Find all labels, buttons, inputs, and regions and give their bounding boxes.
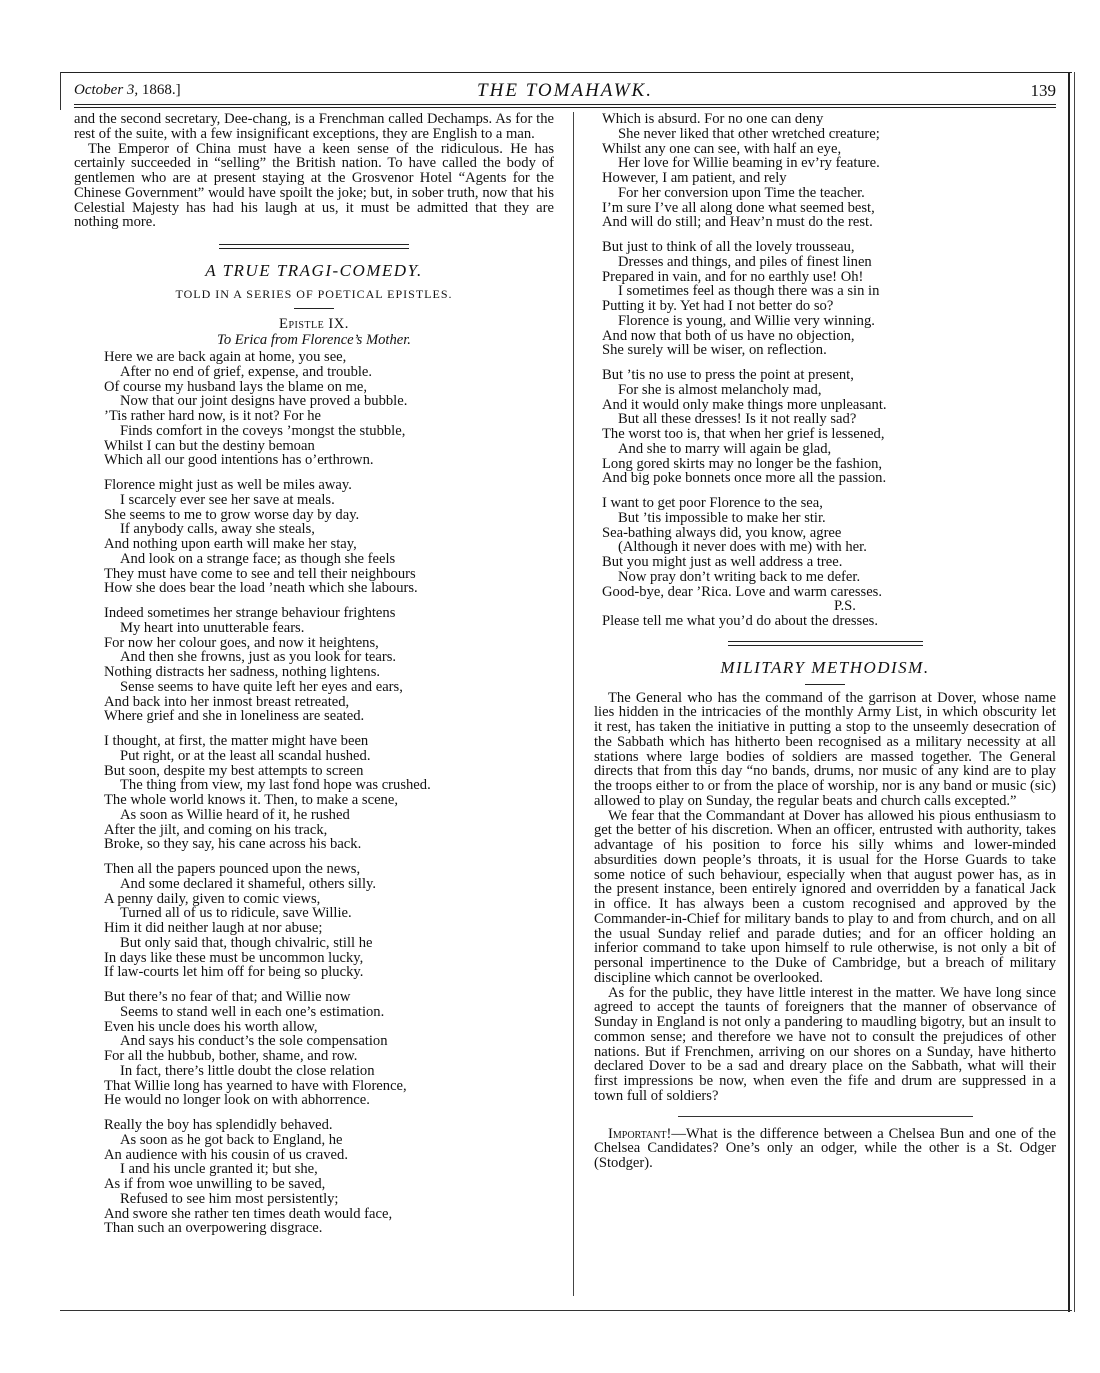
section-rule	[219, 244, 409, 252]
verse-line: But ’tis impossible to make her stir.	[618, 509, 826, 526]
verse-line: The whole world knows it. Then, to make a scene,	[104, 792, 398, 808]
masthead-rule	[74, 104, 1056, 105]
issue-date-month: October	[74, 82, 124, 98]
stanza	[74, 1118, 554, 1236]
verse-line: If law-courts let him off for being so plucky.	[104, 964, 364, 981]
verse-line: And nothing upon earth will make her stay,	[104, 536, 357, 552]
issue-date-day: 3,	[123, 82, 142, 98]
verse-line: But ’tis no use to press the point at present,	[602, 367, 854, 383]
stanza	[594, 368, 1056, 486]
verse-line: And some declared it shameful, others silly.	[120, 875, 377, 892]
stanza	[594, 496, 1056, 599]
verse-line: And swore she rather ten times death would face,	[104, 1205, 393, 1222]
military-article-body	[594, 691, 1056, 1104]
stanza	[74, 990, 554, 1108]
paragraph: The General who has the command of the garrison at Dover, whose name lies hidden in the intricacies of the monthly Army List, in which obscurity let it rest, has taken the initiative in putting a stop to the unseemly desecration of the Sabbath which has hitherto been recognised as a military necessity at all stations where large bodies of soldiers are massed together. The General directs that from this day “no bands, drums, nor music of any kind are to play the troops either to or from the place of worship, nor is any band or music (sic) allowed to play on Sunday, the regular beats and church calls excepted.”	[594, 689, 1056, 809]
verse-line: He would no longer look on with abhorrence.	[104, 1092, 370, 1109]
masthead	[74, 80, 1056, 104]
epistle-dedication: To Erica from Florence’s Mother.	[217, 332, 411, 349]
section-rule	[728, 641, 923, 649]
verse-line: Refused to see him most persistently;	[120, 1190, 339, 1207]
verse-line: For her conversion upon Time the teacher.	[618, 184, 865, 201]
verse-line: For all the hubbub, bother, shame, and row.	[104, 1048, 358, 1064]
paragraph: The Emperor of China must have a keen sense of the ridiculous. He has certainly succeeded in “selling” the British nation. To have called the body of gentlemen who are at present staying at the Grosvenor Hotel “Agents for the Chinese Government” would have spoilt the joke; but, in sober truth, now that his Celestial Majesty has had his laugh at us, it must be admitted that they are nothing more.	[74, 140, 554, 231]
verse-line: Putting it by. Yet had I not better do so?	[602, 298, 834, 314]
verse-line: She never liked that other wretched creature;	[618, 125, 880, 142]
page-frame-top	[60, 72, 1072, 73]
poem-subtitle: TOLD IN A SERIES OF POETICAL EPISTLES.	[175, 286, 453, 301]
verse-line: I thought, at first, the matter might have been	[104, 733, 369, 749]
verse-line: Long gored skirts may no longer be the fashion,	[602, 455, 883, 472]
verse-line: Even his uncle does his worth allow,	[104, 1018, 318, 1035]
poem-stanzas-continued	[594, 112, 1056, 599]
stanza	[74, 734, 554, 852]
verse-line: They must have come to see and tell their neighbours	[104, 565, 416, 582]
page-frame-left	[60, 72, 61, 110]
verse-line: And will do still; and Heav’n must do the rest.	[602, 214, 873, 231]
verse-line: And she to marry will again be glad,	[618, 440, 832, 457]
paragraph: As for the public, they have little interest in the matter. We have long since agreed to accept the taunts of foreigners that the manner of observance of Sunday in England is not only a pandering to maudling bigotry, but an insult to common sense; and therefore we have not to consult the prejudices of other nations. But if Frenchmen, arriving on our shores on a Sunday, have hitherto declared Dover to be a sad and dreary place on the Sabbath, what will their first impressions be now, when even the fife and drum are suppressed in a town full of soldiers?	[594, 984, 1056, 1104]
verse-line: If anybody calls, away she steals,	[120, 521, 315, 538]
verse-line: And now that both of us have no objection,	[602, 327, 855, 344]
verse-line: For now her colour goes, and now it heightens,	[104, 634, 379, 651]
postscript-line: Please tell me what you’d do about the dresses.	[602, 613, 878, 629]
verse-line: Good-bye, dear ’Rica. Love and warm caresses.	[602, 583, 883, 600]
verse-line: I want to get poor Florence to the sea,	[602, 495, 823, 511]
verse-line: As soon as he got back to England, he	[120, 1131, 343, 1148]
page-number: 139	[1030, 81, 1056, 100]
verse-line: ’Tis rather hard now, is it not? For he	[104, 408, 321, 424]
important-label: Important	[608, 1125, 667, 1142]
epistle-number: Epistle IX.	[279, 315, 349, 332]
verse-line: An audience with his cousin of us craved.	[104, 1146, 348, 1163]
verse-line: However, I am patient, and rely	[602, 170, 787, 186]
short-rule	[805, 684, 845, 685]
stanza	[74, 606, 554, 724]
verse-line: I and his uncle granted it; but she,	[120, 1161, 318, 1178]
verse-line: I scarcely ever see her save at meals.	[120, 491, 335, 508]
verse-line: How she does bear the load ’neath which she labours.	[104, 580, 418, 597]
verse-line: The thing from view, my last fond hope was crushed.	[120, 777, 431, 794]
publication-title: THE TOMAHAWK.	[477, 80, 653, 101]
verse-line: After no end of grief, expense, and trouble.	[120, 363, 373, 380]
verse-line: A penny daily, given to comic views,	[104, 890, 321, 907]
verse-line: I’m sure I’ve all along done what seemed best,	[602, 199, 875, 216]
verse-line: Broke, so they say, his cane across his back.	[104, 836, 362, 853]
stanza	[594, 112, 1056, 230]
verse-line: Nothing distracts her sadness, nothing lightens.	[104, 664, 381, 680]
stanza	[74, 350, 554, 468]
verse-line: Where grief and she in loneliness are seated.	[104, 708, 365, 725]
section-rule-thin	[678, 1116, 973, 1117]
verse-line: And it would only make things more unpleasant.	[602, 396, 887, 413]
verse-line: But all these dresses! Is it not really sad?	[618, 411, 857, 428]
paragraph: and the second secretary, Dee-chang, is a Frenchman called Dechamps. As for the rest of the suite, with a few insignificant exceptions, they are English to a man.	[74, 111, 554, 142]
verse-line: Which is absurd. For no one can deny	[602, 111, 824, 127]
important-text: !—What is the difference between a Chelsea Bun and one of the Chelsea Candidates? One’s only an odger, while the other is a St. Odger (Stodger).	[594, 1125, 1056, 1171]
verse-line: Now that our joint designs have proved a bubble.	[120, 393, 408, 410]
verse-line: But there’s no fear of that; and Willie now	[104, 989, 351, 1005]
verse-line: Whilst I can but the destiny bemoan	[104, 437, 315, 454]
paragraph: We fear that the Commandant at Dover has allowed his pious enthusiasm to get the better of his discretion. When an officer, entrusted with authority, takes advantage of his position to force his silly whims and lower-minded absurdities down people’s throats, it is usual for the Horse Guards to take some notice of such behaviour, especially when that august power has, as in the present instance, been entirely ignored and overridden by a fanatical Jack in office. It has always been a custom recognised and approved by the Commander-in-Chief for military bands to play to and from church, and on all the usual Sunday relief and parade duties; and for an officer holding an inferior command to take upon himself to rule otherwise, is not only a bit of personal impertinence to the Duke of Cambridge, but a breach of military discipline which cannot be overlooked.	[594, 807, 1056, 986]
verse-line: But soon, despite my best attempts to screen	[104, 762, 364, 779]
verse-line: Seems to stand well in each one’s estimation.	[120, 1003, 385, 1020]
verse-line: Put right, or at the least all scandal hushed.	[120, 747, 371, 764]
verse-line: But you might just as well address a tree.	[602, 554, 843, 570]
verse-line: Dresses and things, and piles of finest linen	[618, 253, 872, 270]
verse-line: As if from woe unwilling to be saved,	[104, 1176, 326, 1192]
verse-line: That Willie long has yearned to have with Florence,	[104, 1077, 407, 1094]
verse-line: Finds comfort in the coveys ’mongst the stubble,	[120, 422, 406, 439]
verse-line: (Although it never does with me) with her.	[618, 539, 867, 556]
verse-line: Now pray don’t writing back to me defer.	[618, 568, 861, 585]
verse-line: And says his conduct’s the sole compensation	[120, 1033, 388, 1050]
verse-line: Florence is young, and Willie very winning.	[618, 312, 875, 329]
issue-date-year: 1868.]	[141, 82, 181, 98]
verse-line: She seems to me to grow worse day by day.	[104, 506, 360, 523]
verse-line: And then she frowns, just as you look for tears.	[120, 649, 397, 666]
verse-line: Really the boy has splendidly behaved.	[104, 1117, 333, 1133]
chinese-embassy-article	[74, 112, 554, 230]
poem-title: A TRUE TRAGI-COMEDY.	[205, 261, 423, 280]
postscript-label: P.S.	[834, 598, 856, 615]
verse-line: But only said that, though chivalric, still he	[120, 934, 373, 951]
verse-line: Him it did neither laugh at nor abuse;	[104, 920, 323, 936]
poem-stanzas	[74, 350, 554, 1236]
epistle-heading	[74, 317, 554, 332]
verse-line: In days like these must be uncommon lucky,	[104, 949, 364, 966]
verse-line: Sea-bathing always did, you know, agree	[602, 524, 842, 541]
masthead-rule-double	[74, 107, 1056, 108]
verse-line: But just to think of all the lovely trousseau,	[602, 239, 855, 255]
verse-line: And look on a strange face; as though she feels	[120, 550, 396, 567]
verse-line: And big poke bonnets once more all the passion.	[602, 470, 887, 487]
verse-line: After the jilt, and coming on his track,	[104, 821, 328, 838]
verse-line: Turned all of us to ridicule, save Willie.	[120, 905, 352, 922]
verse-line: My heart into unutterable fears.	[120, 619, 305, 636]
verse-line: Whilst any one can see, with half an eye,	[602, 140, 842, 157]
verse-line: In fact, there’s little doubt the close relation	[120, 1062, 375, 1079]
verse-line: Than such an overpowering disgrace.	[104, 1220, 323, 1237]
military-article-title: MILITARY METHODISM.	[720, 657, 930, 677]
stanza	[74, 478, 554, 596]
verse-line: Sense seems to have quite left her eyes and ears,	[120, 678, 403, 695]
verse-line: Indeed sometimes her strange behaviour frightens	[104, 605, 396, 621]
right-column	[594, 112, 1056, 1171]
verse-line: Then all the papers pounced upon the news,	[104, 861, 361, 877]
stanza	[594, 240, 1056, 358]
stanza	[74, 862, 554, 980]
verse-line: The worst too is, that when her grief is lessened,	[602, 426, 885, 442]
page-frame-bottom	[60, 1310, 1072, 1311]
page-frame-right	[1068, 72, 1070, 1312]
short-rule	[294, 308, 334, 309]
column-divider	[573, 112, 574, 1296]
left-column	[74, 112, 554, 1246]
verse-line: I sometimes feel as though there was a sin in	[618, 283, 880, 300]
page-frame-right-inner	[1074, 72, 1075, 1312]
verse-line: Here we are back again at home, you see,	[104, 349, 347, 365]
verse-line: Of course my husband lays the blame on me,	[104, 378, 368, 395]
verse-line: For she is almost melancholy mad,	[618, 381, 822, 398]
verse-line: Her love for Willie beaming in ev’ry feature.	[618, 155, 880, 172]
verse-line: She surely will be wiser, on reflection.	[602, 342, 827, 359]
verse-line: Which all our good intentions has o’erthrown.	[104, 452, 374, 469]
verse-line: And back into her inmost breast retreated,	[104, 693, 350, 710]
verse-line: As soon as Willie heard of it, he rushed	[120, 806, 350, 823]
verse-line: Florence might just as well be miles away.	[104, 477, 352, 493]
verse-line: Prepared in vain, and for no earthly use! Oh!	[602, 268, 864, 285]
important-paragraph	[594, 1127, 1056, 1171]
